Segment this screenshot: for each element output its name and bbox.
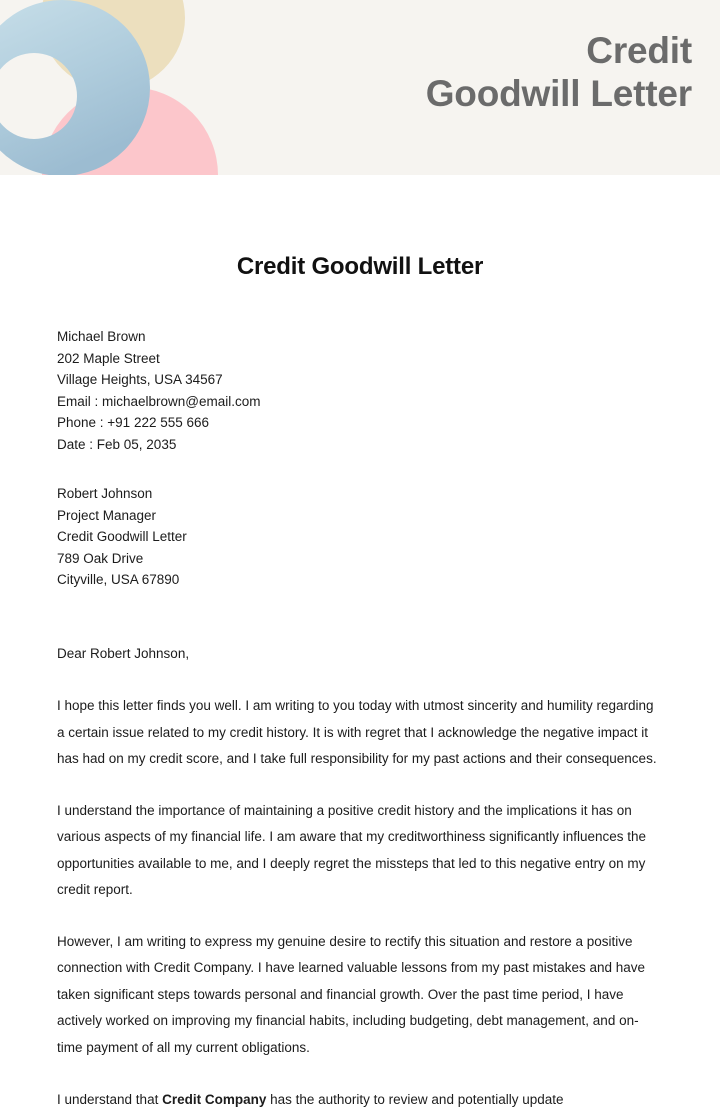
body-paragraph-3: However, I am writing to express my genuine desire to rectify this situation and restore a positive connection with Credit Company. I have learned valuable lessons from my past mistakes and have taken significant steps towards personal and financial growth. Over the past time period, I have actively worked on improving my financial habits, including budgeting, debt management, and on-time payment of all my current obligations. — [57, 933, 646, 1055]
sender-address-block — [57, 326, 663, 455]
body-paragraph-4-clipped — [57, 1087, 663, 1114]
salutation: Dear Robert Johnson, — [57, 645, 190, 661]
sender-email: Email : michaelbrown@email.com — [57, 393, 261, 409]
letter-body — [0, 175, 720, 1114]
body-paragraph-2: I understand the importance of maintaining a positive credit history and the implications it has on various aspects of my financial life. I am aware that my creditworthiness significantly influences the opportunities available to me, and I deeply regret the missteps that led to this negative entry on my credit report. — [57, 802, 647, 897]
recipient-street: 789 Oak Drive — [57, 550, 144, 566]
document-title: Credit Goodwill Letter — [236, 253, 484, 280]
sender-phone: Phone : +91 222 555 666 — [57, 415, 210, 430]
sender-date: Date : Feb 05, 2035 — [57, 436, 177, 452]
sender-street: 202 Maple Street — [57, 350, 160, 366]
clipped-prefix: I understand that — [57, 1092, 163, 1107]
header-title-line-1: Credit — [586, 30, 692, 71]
sender-city: Village Heights, USA 34567 — [57, 372, 223, 387]
recipient-organization: Credit Goodwill Letter — [57, 529, 187, 544]
clipped-company-name: Credit Company — [162, 1092, 267, 1107]
clipped-suffix: has the authority to review and potentially update — [266, 1092, 564, 1107]
body-paragraph-1: I hope this letter finds you well. I am writing to you today with utmost sincerity and humility regarding a certain issue related to my credit history. It is with regret that I acknowledge the negative impact it has had on my credit score, and I take full responsibility for my past actions and their consequences. — [57, 698, 657, 766]
recipient-name: Robert Johnson — [57, 486, 153, 501]
document-header-banner — [0, 0, 720, 175]
sender-name: Michael Brown — [57, 329, 146, 344]
header-decorative-shapes — [0, 0, 300, 175]
recipient-address-block — [57, 483, 663, 591]
header-title-line-2: Goodwill Letter — [425, 72, 692, 114]
header-title — [272, 30, 692, 115]
recipient-role: Project Manager — [57, 507, 157, 523]
recipient-city: Cityville, USA 67890 — [57, 572, 180, 587]
